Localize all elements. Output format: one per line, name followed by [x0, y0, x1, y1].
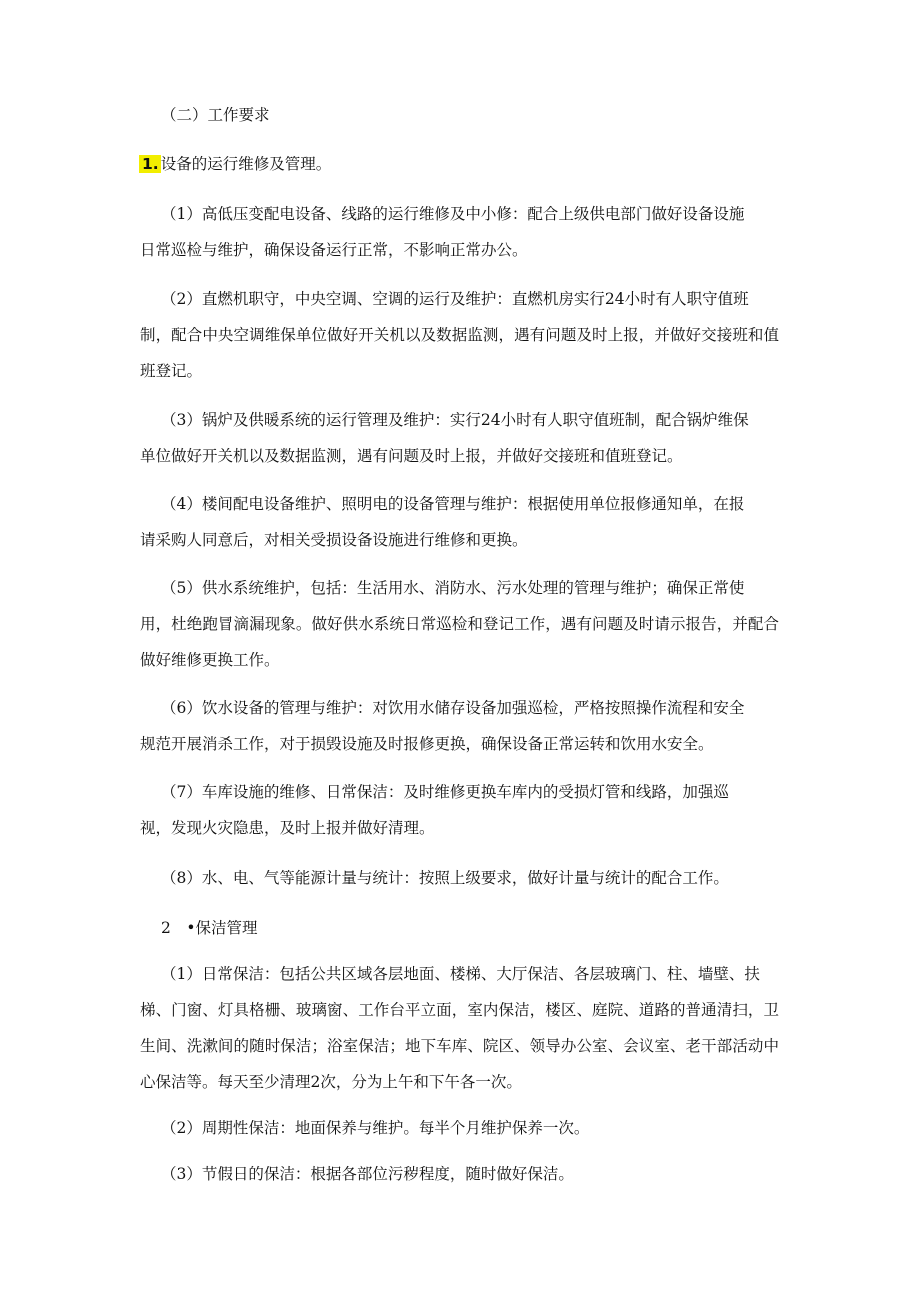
item1-heading-row	[139, 154, 331, 174]
item1-number-highlighted: 1.	[139, 155, 161, 173]
clean-para1-line1: （1）日常保洁：包括公共区域各层地面、楼梯、大厅保洁、各层玻璃门、柱、墙壁、扶	[161, 965, 760, 983]
para5-line2: 用，杜绝跑冒滴漏现象。做好供水系统日常巡检和登记工作，遇有问题及时请示报告，并配合	[140, 615, 779, 633]
para3-line1: （3）锅炉及供暖系统的运行管理及维护：实行24小时有人职守值班制，配合锅炉维保	[161, 411, 749, 429]
para7-line2: 视，发现火灾隐患，及时上报并做好清理。	[140, 819, 435, 837]
para5-line3: 做好维修更换工作。	[140, 651, 280, 669]
para2-line1: （2）直燃机职守，中央空调、空调的运行及维护：直燃机房实行24小时有人职守值班	[161, 290, 749, 308]
para3-line2: 单位做好开关机以及数据监测，遇有问题及时上报，并做好交接班和值班登记。	[140, 447, 683, 465]
para1-line2: 日常巡检与维护，确保设备运行正常，不影响正常办公。	[140, 241, 528, 259]
para8-line1: （8）水、电、气等能源计量与统计：按照上级要求，做好计量与统计的配合工作。	[161, 869, 729, 887]
clean-para1-line2: 梯、门窗、灯具格栅、玻璃窗、工作台平立面，室内保洁，楼区、庭院、道路的普通清扫，卫	[140, 1001, 779, 1019]
para4-line1: （4）楼间配电设备维护、照明电的设备管理与维护：根据使用单位报修通知单，在报	[161, 495, 745, 513]
clean-para1-line3: 生间、洗漱间的随时保洁；浴室保洁；地下车库、院区、领导办公室、会议室、老干部活动中	[140, 1037, 779, 1055]
item1-heading: 设备的运行维修及管理。	[160, 155, 332, 173]
clean-para1-line4: 心保洁等。每天至少清理2次，分为上午和下午各一次。	[140, 1073, 522, 1091]
item2-heading: 2 •保洁管理	[161, 919, 258, 937]
para2-line3: 班登记。	[140, 362, 203, 380]
para1-line1: （1）高低压变配电设备、线路的运行维修及中小修：配合上级供电部门做好设备设施	[161, 205, 745, 223]
clean-para2-line1: （2）周期性保洁：地面保养与维护。每半个月维护保养一次。	[161, 1119, 590, 1137]
para4-line2: 请采购人同意后，对相关受损设备设施进行维修和更换。	[140, 531, 528, 549]
para2-line2: 制，配合中央空调维保单位做好开关机以及数据监测，遇有问题及时上报，并做好交接班和值	[140, 326, 779, 344]
para6-line1: （6）饮水设备的管理与维护：对饮用水储存设备加强巡检，严格按照操作流程和安全	[161, 699, 745, 717]
section-title: （二）工作要求	[161, 106, 270, 124]
clean-para3-line1: （3）节假日的保洁：根据各部位污秽程度，随时做好保洁。	[161, 1165, 574, 1183]
para5-line1: （5）供水系统维护，包括：生活用水、消防水、污水处理的管理与维护；确保正常使	[161, 579, 745, 597]
para6-line2: 规范开展消杀工作，对于损毁设施及时报修更换，确保设备正常运转和饮用水安全。	[140, 735, 714, 753]
para7-line1: （7）车库设施的维修、日常保洁：及时维修更换车库内的受损灯管和线路，加强巡	[161, 783, 729, 801]
